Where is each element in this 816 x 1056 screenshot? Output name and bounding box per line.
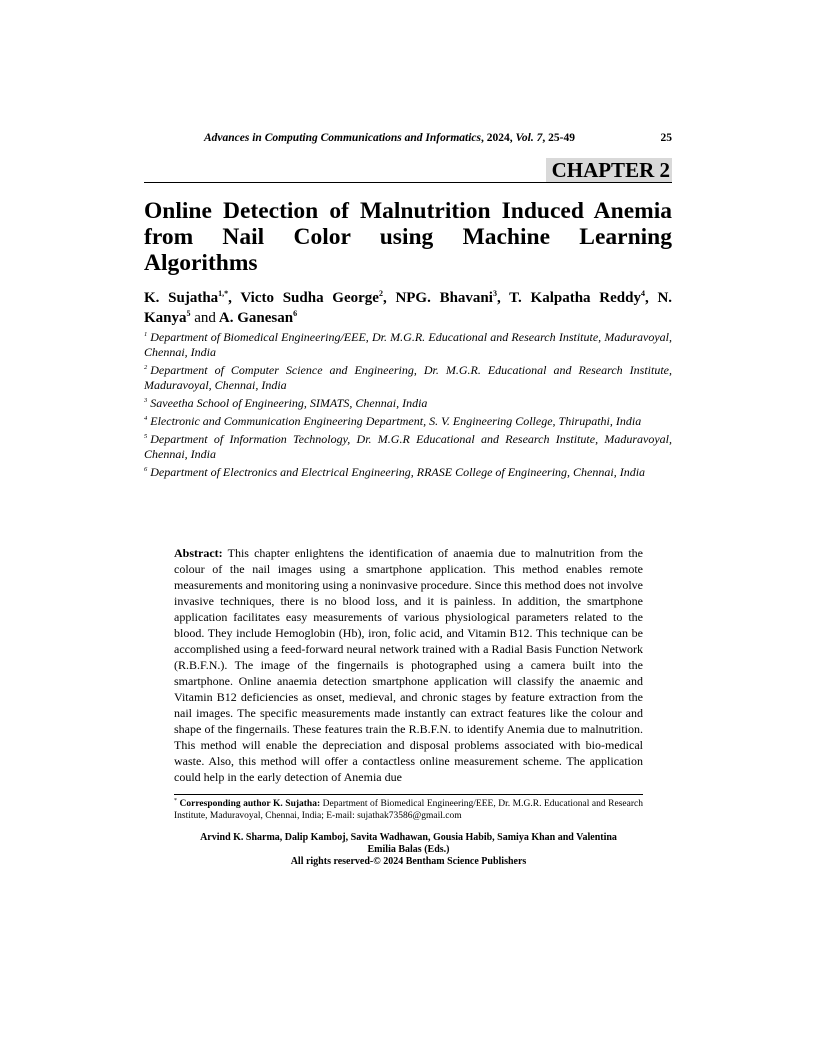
author-list bbox=[144, 288, 672, 328]
journal-year: , 2024, bbox=[481, 132, 516, 144]
copyright-line: All rights reserved-© 2024 Bentham Science Publishers bbox=[290, 856, 527, 867]
authors-and: and bbox=[194, 310, 216, 326]
editors-line-2: Emilia Balas (Eds.) bbox=[367, 844, 450, 855]
affiliation: $^3$ Saveetha School of Engineering, SIMATS, Chennai, India bbox=[144, 396, 428, 410]
affiliation: $^2$ Department of Computer Science and Engineering, Dr. M.G.R. Educational and Research Institute, Maduravoyal, Chennai, India bbox=[144, 363, 672, 392]
editors-line-1: Arvind K. Sharma, Dalip Kamboj, Savita Wadhawan, Gousia Habib, Samiya Khan and Valentina bbox=[200, 832, 617, 843]
running-head bbox=[144, 132, 672, 148]
title-line-2: from Nail Color using Machine Learning bbox=[144, 224, 672, 250]
author: K. Sujatha$^{1,*}$, bbox=[144, 289, 241, 306]
journal-volume: Vol. 7 bbox=[515, 132, 543, 144]
chapter-divider bbox=[144, 182, 672, 183]
editors-block bbox=[174, 832, 643, 868]
article-title bbox=[144, 198, 672, 276]
journal-citation bbox=[204, 132, 575, 144]
abstract-text: This chapter enlightens the identification of anaemia due to malnutrition from the colour of the nail images using a smartphone application. This method enables remote measurements and monitoring using a noninvasive procedure. Since this method does not involve invasive techniques, there is no blood loss, and it is painless. In addition, the smartphone application facilitates easy measurements of various physiological parameters related to the blood. They include Hemoglobin (Hb), iron, folic acid, and Vitamin B12. This technique can be accomplished using a feed-forward neural network trained with a Radial Basis Function Network (R.B.F.N.). The image of the fingernails is photographed using a camera built into the smartphone. Online anaemia detection smartphone application will classify the anaemic and Vitamin B12 deficiencies as onset, medieval, and chronic stages by feature extraction from the nail images. The specific measurements made instantly can extract features like the colour and shape of the fingernails. These features train the R.B.F.N. to identify Anemia due to malnutrition. This method will enable the depreciation and disposal problems associated with bio-medical waste. Also, this method will offer a contactless online measurement scheme. The application could help in the early detection of Anemia due bbox=[174, 546, 643, 784]
title-line-1: Online Detection of Malnutrition Induced Anemia bbox=[144, 198, 672, 224]
abstract bbox=[174, 545, 643, 785]
author: N. Kanya$^5$ bbox=[144, 290, 673, 326]
footnote-divider bbox=[174, 794, 643, 795]
author: Victo Sudha George$^2$, bbox=[240, 289, 396, 306]
affiliations bbox=[144, 330, 672, 483]
footnote-label: Corresponding author K. Sujatha: bbox=[179, 799, 321, 809]
affiliation: $^5$ Department of Information Technology, Dr. M.G.R Educational and Research Institute, Maduravoyal, Chennai, India bbox=[144, 432, 672, 461]
journal-pages: , 25-49 bbox=[542, 132, 575, 144]
affiliation: $^6$ Department of Electronics and Electrical Engineering, RRASE College of Engineering, Chennai, India bbox=[144, 465, 646, 479]
page-number: 25 bbox=[660, 132, 672, 144]
footnote-text: Department of Biomedical Engineering/EEE, Dr. M.G.R. Educational and Research Institute, Maduravoyal, Chennai, India; E-mail: sujathak73586@gmail.com bbox=[174, 799, 643, 821]
author: NPG. Bhavani$^3$, bbox=[395, 289, 510, 306]
affiliation: $^1$ Department of Biomedical Engineering/EEE, Dr. M.G.R. Educational and Research Institute, Maduravoyal, Chennai, India bbox=[144, 330, 672, 359]
journal-name: Advances in Computing Communications and Informatics bbox=[204, 132, 482, 144]
chapter-label: CHAPTER 2 bbox=[546, 158, 672, 182]
author: A. Ganesan$^6$ bbox=[218, 309, 298, 326]
affiliation: $^4$ Electronic and Communication Engineering Department, S. V. Engineering College, Thirupathi, India bbox=[144, 414, 642, 428]
abstract-label: Abstract: bbox=[174, 546, 223, 560]
author: T. Kalpatha Reddy$^4$, bbox=[509, 289, 658, 306]
title-line-3: Algorithms bbox=[144, 250, 258, 276]
footnote-marker: * bbox=[174, 798, 177, 804]
corresponding-author-footnote bbox=[174, 798, 643, 822]
